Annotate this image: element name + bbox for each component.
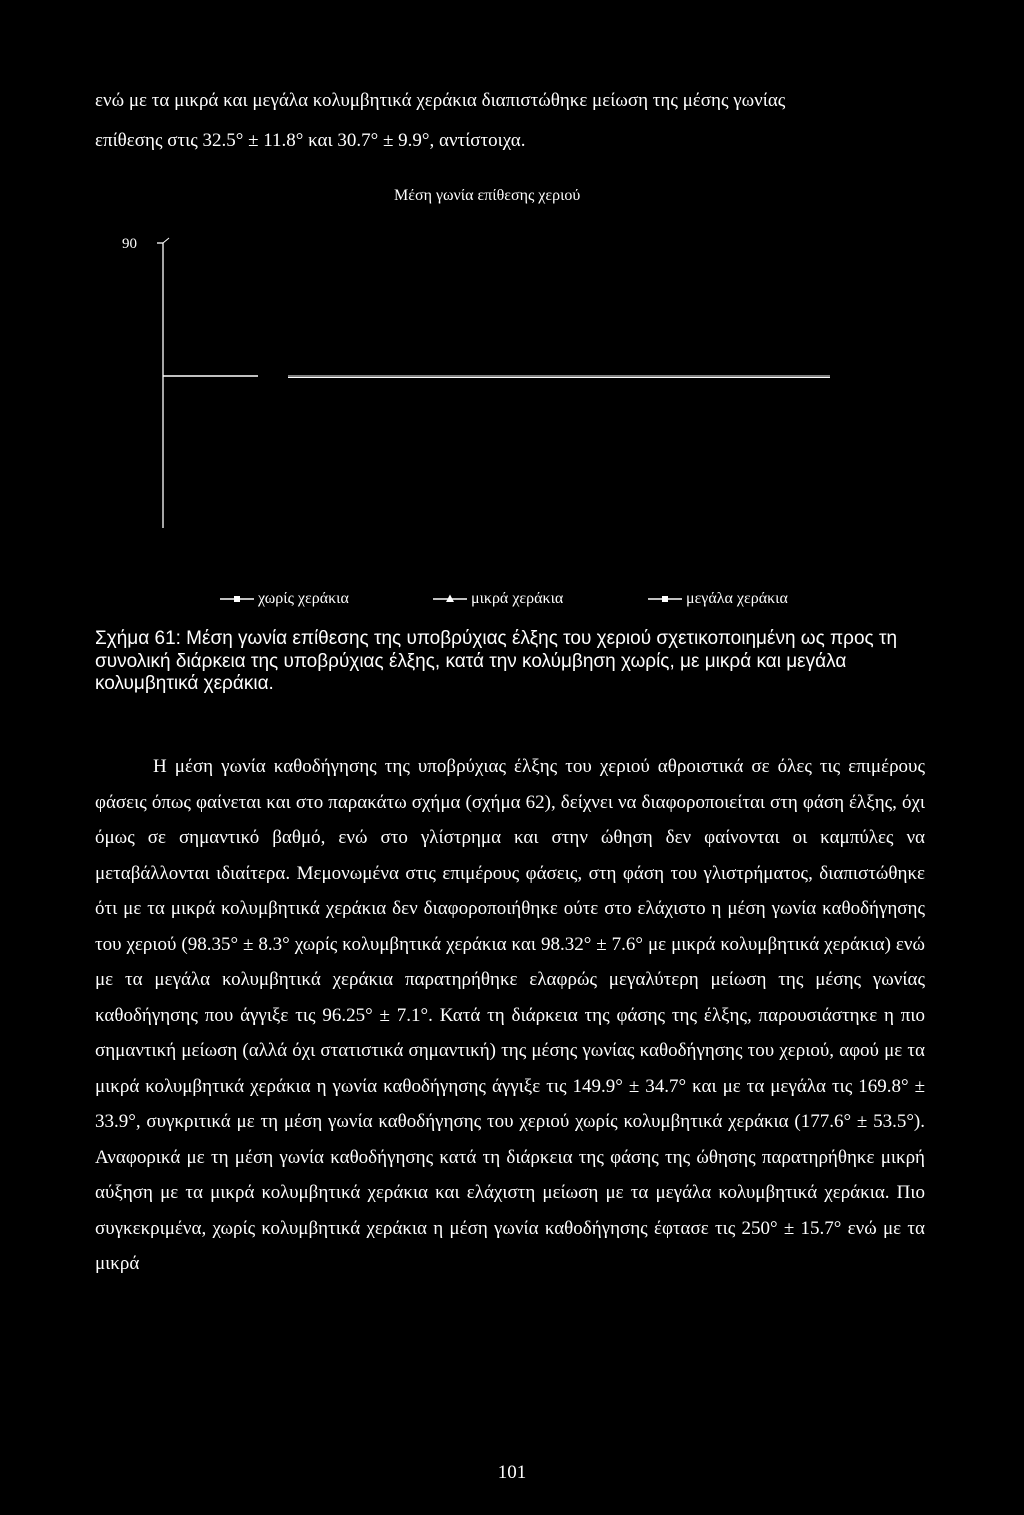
legend-item-1 xyxy=(220,590,349,608)
chart-plot xyxy=(0,0,1024,640)
y-tick-90: 90 xyxy=(122,236,137,252)
legend-marker-icon xyxy=(220,593,254,605)
legend-marker-icon xyxy=(648,593,682,605)
legend-label: χωρίς χεράκια xyxy=(258,590,349,607)
legend-marker-icon xyxy=(433,593,467,605)
y-tick-flick xyxy=(163,238,169,243)
intro-line-1: ενώ με τα μικρά και μεγάλα κολυμβητικά χεράκια διαπιστώθηκε μείωση της μέσης γωνίας xyxy=(95,90,786,111)
intro-line-2: επίθεσης στις 32.5° ± 11.8° και 30.7° ± 9.9°, αντίστοιχα. xyxy=(95,130,526,151)
legend-item-2 xyxy=(433,590,563,608)
paragraph-text: Η μέση γωνία καθοδήγησης της υποβρύχιας έλξης του χεριού αθροιστικά σε όλες τις επιμέρους φάσεις όπως φαίνεται και στο παρακάτω σχήμα (σχήμα 62), δείχνει να διαφοροποιείται στη φάση έλξης, όχι όμως σε σημαντικό βαθμό, ενώ στο γλίστρημα και στην ώθηση δεν φαίνονται οι καμπύλες να μεταβάλλονται ιδιαίτερα. Μεμονωμένα στις επιμέρους φάσεις, στη φάση του γλιστρήματος, διαπιστώθηκε ότι με τα μικρά κολυμβητικά χεράκια δεν διαφοροποιήθηκε ούτε στο ελάχιστο η μέση γωνία καθοδήγησης του χεριού (98.35° ± 8.3° χωρίς κολυμβητικά χεράκια και 98.32° ± 7.6° με μικρά κολυμβητικά χεράκια) ενώ με τα μεγάλα κολυμβητικά χεράκια παρατηρήθηκε ελαφρώς μεγαλύτερη μείωση της μέσης γωνίας καθοδήγησης που άγγιξε τις 96.25° ± 7.1°. Κατά τη διάρκεια της φάσης της έλξης, παρουσιάστηκε η πιο σημαντική μείωση (αλλά όχι στατιστικά σημαντική) της μέσης γωνίας καθοδήγησης του χεριού, αφού με τα μικρά κολυμβητικά χεράκια η γωνία καθοδήγησης άγγιξε τις 149.9° ± 34.7° και με τα μεγάλα τις 169.8° ± 33.9°, συγκριτικά με τη μέση γωνία καθοδήγησης του χεριού χωρίς κολυμβητικά χεράκια (177.6° ± 53.5°). Αναφορικά με τη μέση γωνία καθοδήγησης κατά τη διάρκεια της φάσης της ώθησης παρατηρήθηκε μικρή αύξηση με τα μικρά κολυμβητικά χεράκια και ελάχιστη μείωση με τα μεγάλα κολυμβητικά χεράκια. Πιο συγκεκριμένα, χωρίς κολυμβητικά χεράκια η μέση γωνία καθοδήγησης έφτασε τις 250° ± 15.7° ενώ με τα μικρά xyxy=(95,756,925,1274)
legend-label: μεγάλα χεράκια xyxy=(686,590,788,607)
legend-item-3 xyxy=(648,590,788,608)
figure-61 xyxy=(0,0,1024,640)
figure-caption: Σχήμα 61: Μέση γωνία επίθεσης της υποβρύχιας έλξης του χεριού σχετικοποιημένη ως προς τη συνολική διάρκεια της υποβρύχιας έλξης, κατά την κολύμβηση χωρίς, με μικρά και μεγάλα κολυμβητικά χεράκια. xyxy=(95,628,898,694)
chart-title: Μέση γωνία επίθεσης χεριού xyxy=(394,187,581,204)
page-number: 101 xyxy=(497,1462,527,1483)
legend-label: μικρά χεράκια xyxy=(471,590,564,607)
body-paragraph xyxy=(95,749,925,1282)
